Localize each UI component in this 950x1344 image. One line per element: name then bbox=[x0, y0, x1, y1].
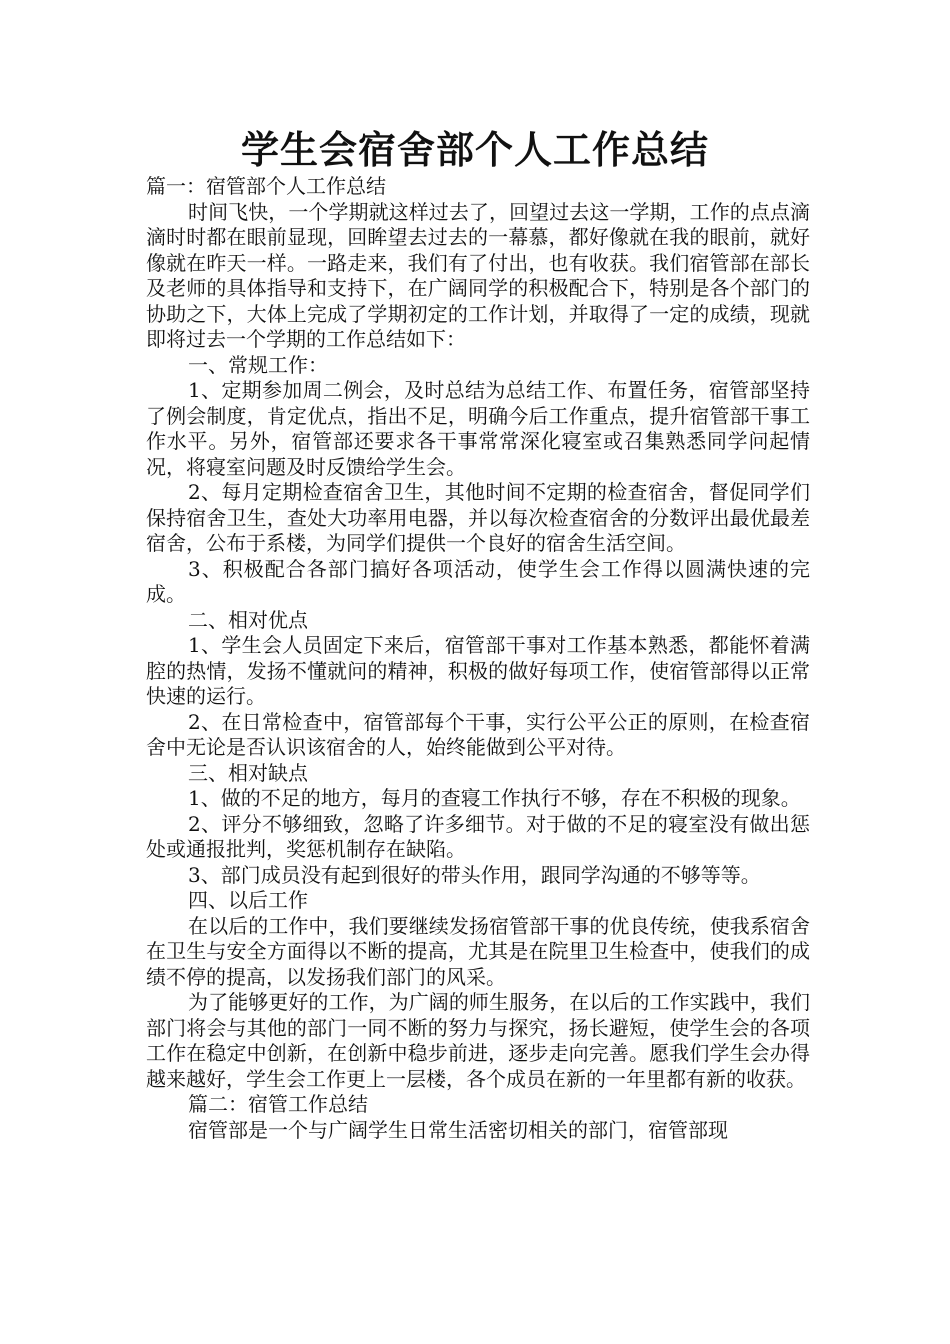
paragraph: 3、部门成员没有起到很好的带头作用，跟同学沟通的不够等等。 bbox=[188, 862, 761, 887]
paragraph: 3、积极配合各部门搞好各项活动，使学生会工作得以圆满快速的完成。 bbox=[146, 556, 810, 606]
paragraph: 1、学生会人员固定下来后，宿管部干事对工作基本熟悉，都能怀着满腔的热情，发扬不懂就问的精神，积极的做好每项工作，使宿管部得以正常快速的运行。 bbox=[146, 633, 810, 708]
paragraph: 篇一：宿管部个人工作总结 bbox=[146, 174, 386, 198]
paragraph: 1、定期参加周二例会，及时总结为总结工作、布置任务，宿管部坚持了例会制度，肯定优点，指出不足，明确今后工作重点，提升宿管部干事工作水平。另外，宿管部还要求各干事常常深化寝室或召集熟悉同学问起情况，将寝室问题及时反馈给学生会。 bbox=[146, 378, 810, 479]
paragraph: 四、以后工作 bbox=[188, 888, 308, 912]
paragraph: 1、做的不足的地方，每月的查寝工作执行不够，存在不积极的现象。 bbox=[188, 786, 801, 810]
document-title: 学生会宿舍部个人工作总结 bbox=[240, 128, 709, 172]
paragraph: 篇二：宿管工作总结 bbox=[188, 1092, 368, 1116]
paragraph: 2、在日常检查中，宿管部每个干事，实行公平公正的原则，在检查宿舍中无论是否认识该宿舍的人，始终能做到公平对待。 bbox=[146, 709, 810, 759]
paragraph: 2、每月定期检查宿舍卫生，其他时间不定期的检查宿舍，督促同学们保持宿舍卫生，查处大功率用电器，并以每次检查宿舍的分数评出最优最差宿舍，公布于系楼，为同学们提供一个良好的宿舍生活空间。 bbox=[146, 480, 810, 555]
paragraph: 在以后的工作中，我们要继续发扬宿管部干事的优良传统，使我系宿舍在卫生与安全方面得以不断的提高，尤其是在院里卫生检查中，使我们的成绩不停的提高，以发扬我们部门的风采。 bbox=[146, 913, 810, 989]
paragraph: 一、常规工作： bbox=[188, 352, 328, 377]
document-body bbox=[146, 174, 810, 1143]
paragraph: 三、相对缺点 bbox=[188, 760, 308, 785]
paragraph: 宿管部是一个与广阔学生日常生活密切相关的部门，宿管部现 bbox=[188, 1117, 728, 1142]
paragraph: 二、相对优点 bbox=[188, 607, 308, 632]
paragraph: 时间飞快，一个学期就这样过去了，回望过去这一学期，工作的点点滴滴时时都在眼前显现，回眸望去过去的一幕慕，都好像就在我的眼前，就好像就在昨天一样。一路走来，我们有了付出，也有收获。我们宿管部在部长及老师的具体指导和支持下，在广阔同学的积极配合下，特别是各个部门的协助之下，大体上完成了学期初定的工作计划，并取得了一定的成绩，现就即将过去一个学期的工作总结如下： bbox=[146, 199, 810, 351]
paragraph: 为了能够更好的工作，为广阔的师生服务，在以后的工作实践中，我们部门将会与其他的部门一同不断的努力与探究，扬长避短，使学生会的各项工作在稳定中创新，在创新中稳步前进，逐步走向完善。愿我们学生会办得越来越好，学生会工作更上一层楼，各个成员在新的一年里都有新的收获。 bbox=[146, 990, 810, 1091]
paragraph: 2、评分不够细致，忽略了许多细节。对于做的不足的寝室没有做出惩处或通报批判，奖惩机制存在缺陷。 bbox=[146, 811, 810, 861]
